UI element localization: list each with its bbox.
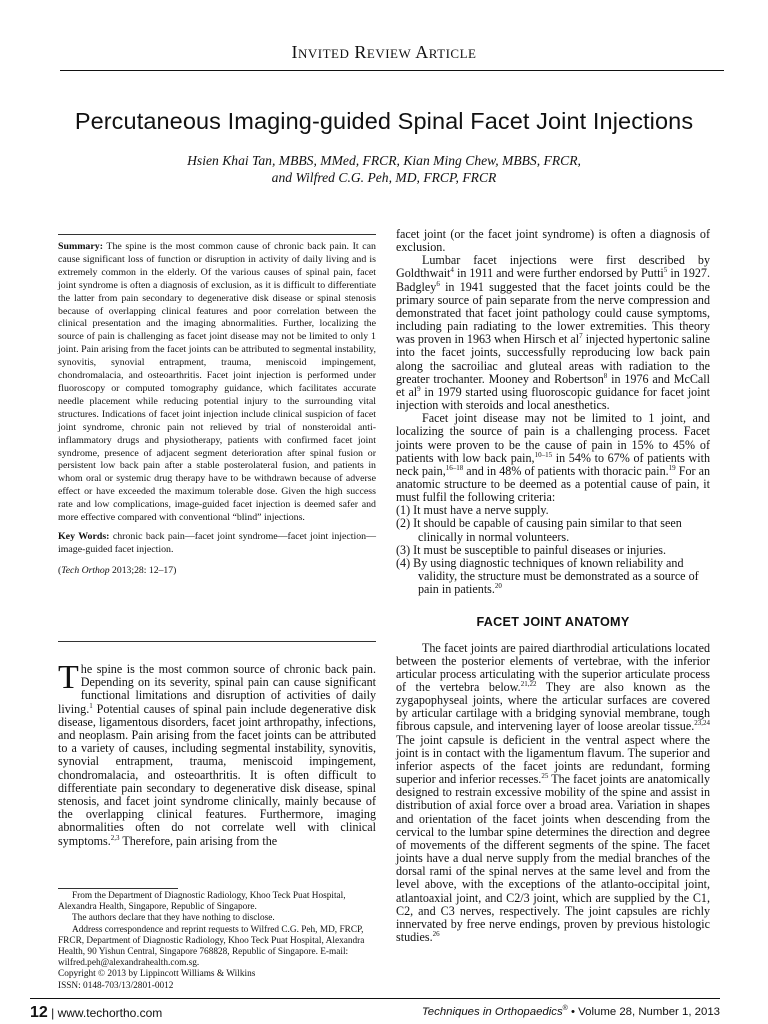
summary-label: Summary:	[58, 241, 103, 252]
ref-sup: 16–18	[445, 463, 464, 472]
ref-sup: 7	[579, 332, 583, 341]
text-run: in 1941 suggested that the facet joints could be the primary source of pain separate from the nerve compression and demonstrated that facet joint pathology could cause symptoms, including pain radiating to the lower extremities. This theory was proven in 1963 when Hirsch et al	[396, 279, 710, 347]
ref-sup: 26	[432, 929, 440, 938]
ref-sup: 20	[494, 582, 502, 591]
text-run: in 1979 started using fluoroscopic guidance for facet joint injection with steroids and local anesthetics.	[396, 384, 710, 413]
footnote-rule	[58, 888, 178, 889]
text-run: The facet joints are paired diarthrodial articulations located between the posterior elements of vertebrae, with the inferior articular process articulating with the superior articulate process of the vertebra below.	[396, 640, 710, 694]
intro-text-a: he spine is the most common source of chronic back pain. Depending on its severity, spinal pain can cause significant functional limitations and disruption of activities of daily living.	[58, 662, 376, 716]
footnote-issn: ISSN: 0148-703/13/2801-0012	[58, 980, 174, 991]
text-run: in 1911 and were further endorsed by Putti	[453, 266, 664, 281]
criteria-item: (3) It must be susceptible to painful diseases or injuries.	[396, 542, 667, 557]
keywords-text: chronic back pain—facet joint syndrome—facet joint injection—image-guided facet injection.	[58, 530, 376, 555]
section-heading: FACET JOINT ANATOMY	[476, 615, 630, 630]
text-run: Facet joint disease may not be limited to 1 joint, and localizing the source of pain is a challenging process. Facet joints were proven to be the cause of pain in 15% to 45% of patients with low back pain,	[396, 411, 710, 465]
page-footer-right	[422, 1006, 720, 1018]
ref-sup: 23,24	[694, 719, 710, 728]
paragraph-exclusion: facet joint (or the facet joint syndrome) is often a diagnosis of exclusion.	[396, 227, 710, 255]
footnote-copyright: Copyright © 2013 by Lippincott Williams & Wilkins	[58, 969, 256, 980]
footnote-disclosure: The authors declare that they have nothing to disclose.	[72, 913, 275, 924]
text-run: They are also known as the zygapophyseal joints, where the articular surfaces are covered by articular cartilage with a bridging synovial membrane, tough fibrous capsule, and intervening layer of loose areolar tissue.	[396, 680, 710, 734]
ref-sup: 6	[436, 279, 440, 288]
ref-sup: 4	[450, 266, 454, 275]
page-number: 12	[30, 1004, 48, 1021]
ref-sup: 25	[541, 772, 549, 781]
text-run: in 1976 and McCall et al	[396, 371, 710, 399]
text-run: and in 48% of patients with thoracic pain.	[463, 463, 669, 478]
footnote-affiliation: From the Department of Diagnostic Radiology, Khoo Teck Puat Hospital, Alexandra Health, Singapore, Republic of Singapore.	[58, 891, 346, 913]
citation-prefix: (	[58, 564, 62, 576]
page-footer-left	[30, 1004, 162, 1022]
text-run: injected hypertonic saline into the facet joints, successfully reproducing low back pain along the sacroiliac and gluteal areas with radiation to the greater trochanter. Mooney and Robertson	[396, 332, 710, 386]
section-label: Invited Review Article	[291, 42, 477, 62]
footer-separator: |	[47, 1006, 58, 1020]
authors-line-2: and Wilfred C.G. Peh, MD, FRCP, FRCR	[271, 170, 497, 185]
abstract	[58, 241, 376, 578]
abstract-summary	[58, 241, 376, 525]
text-run: in 54% to 67% of patients with neck pain,	[396, 450, 710, 478]
criteria-item: (2) It should be capable of causing pain similar to that seen clinically in normal volunteers.	[396, 516, 682, 544]
journal-name: Techniques in Orthopaedics	[421, 1006, 563, 1018]
ref-sup: 1	[89, 701, 93, 710]
summary-text: The spine is the most common cause of chronic back pain. It can cause significant loss of function or disruption in activity of daily living and is extremely common in the elderly. Of the various causes of spinal pain, facet joint syndrome is often a diagnosis of exclusion, as it is difficult to differentiate the latter from pain secondary to degenerative disk disease or spinal stenosis because of overlapping clinical features and poor correlation between the clinical presentation and the imaging abnormalities. Further, localizing the source of pain is challenging as facet joint disease may not be limited to only 1 joint. Pain arising from the facet joints can be attributed to segmental instability, synovitis, synovial entrapment, trauma, meniscoid impingement, chondromalacia, and osteoarthritis. Facet joint injection is performed under fluoroscopy or computed tomography guidance, which facilitates accurate needle placement while reducing potential injury to the surrounding vital structures. Indications of facet joint injection include clinical suspicion of facet joint syndrome, chronic pain not relieved by trial of nonsteroidal anti-inflammatory drugs and physiotherapy, patients with confirmed facet joint syndrome, presence of adjacent segment deterioration after spinal fusion or persistent low back pain after a stable posterolateral fusion, and patients in whom oral or systemic drug therapy have to be withdrawn because of adverse effect or have exceeded the maximum tolerable dose. Given the high success rate and low complications, image-guided facet injection is deemed safer and more effective compared with conventional “blind” injections.	[58, 241, 376, 524]
text-run: (4) By using diagnostic techniques of known reliability and validity, the structure must be demonstrated as a source of pain in patients.	[396, 555, 699, 597]
abstract-citation	[58, 565, 376, 578]
intro-text-c: Therefore, pain arising from the	[119, 833, 278, 848]
drop-cap: T	[58, 659, 79, 696]
intro-paragraph	[58, 659, 376, 848]
right-column	[396, 228, 710, 944]
website-link[interactable]: www.techortho.com	[57, 1006, 163, 1020]
header-rule	[60, 70, 724, 71]
abstract-keywords	[58, 531, 376, 557]
criteria-item: (1) It must have a nerve supply.	[396, 503, 549, 518]
keywords-label: Key Words:	[58, 530, 110, 542]
text-run: The facet joints are anatomically designed to restrain excessive mobility of the spine and assist in distribution of axial force over a broad area. Variation in shapes and orientation of the facet joints when descending from the cervical to the lumbar spine determines the direction and degree of movements of the different segments of the spine. The facet joints have a dual nerve supply from the medial branches of the dorsal rami of the spinal nerves at the same level and from the level above, with the exceptions of the atlanto-occipital joint, atlantoaxial joint, and C2/3 joint, which are supplied by the C1, C2, and C3 nerves, respectively. The joint capsules are richly innervated by free nerve endings, proven by previous histologic studies.	[396, 772, 710, 944]
ref-sup: 21,22	[520, 679, 537, 688]
criteria-item	[396, 557, 710, 596]
ref-sup: 10–15	[534, 450, 553, 459]
text-run: Lumbar facet injections were first described by Goldthwait	[396, 253, 710, 281]
citation-rest: 2013;28: 12–17)	[109, 564, 177, 576]
text-run: The joint capsule is deficient in the ventral aspect where the joint is in contact with the ligamentum flavum. The superior and inferior aspects of the facet joints are redundant, forming superior and inferior recesses.	[396, 732, 710, 787]
text-run: in 1927. Badgley	[396, 266, 710, 294]
paragraph-localization	[396, 412, 710, 504]
ref-sup: 9	[417, 384, 421, 393]
journal-issue: • Volume 28, Number 1, 2013	[567, 1006, 720, 1018]
paragraph-history	[396, 254, 710, 412]
criteria-list	[396, 504, 710, 596]
footnotes	[58, 891, 376, 992]
journal-registered-mark: ®	[562, 1005, 568, 1013]
intro-text-b: Potential causes of spinal pain include degenerative disk disease, ligamentous disorders, facet joint arthropathy, infections, and neoplasm. Pain arising from the facet joints can be attributed to a variety of causes, including segmental instability, synovitis, synovial entrapment, trauma, meniscoid impingement, chondromalacia, and osteoarthritis. It is often difficult to differentiate pain secondary to degenerative disk disease, spinal stenosis, and facet joint syndrome clinically, mainly because of the overlapping clinical features. Furthermore, imaging abnormalities often do not correlate well with clinical symptoms.	[58, 701, 376, 848]
ref-sup: 2,3	[110, 833, 120, 842]
footer-rule	[30, 998, 720, 999]
ref-sup: 19	[668, 463, 676, 472]
text-run: For an anatomic structure to be deemed as a potential cause of pain, it must fulfil the following criteria:	[396, 463, 710, 505]
ref-sup: 8	[603, 371, 608, 380]
footnote-correspondence: Address correspondence and reprint requests to Wilfred C.G. Peh, MD, FRCP, FRCR, Department of Diagnostic Radiology, Khoo Teck Puat Hospital, Alexandra Health, 90 Yishun Central, Singapore 768828, Republic of Singapore. E-mail: wilfred.peh@alexandrahealth.com.sg.	[58, 924, 365, 969]
ref-sup: 5	[663, 266, 668, 275]
paragraph-anatomy	[396, 642, 710, 945]
authors-line-1: Hsien Khai Tan, MBBS, MMed, FRCR, Kian Ming Chew, MBBS, FRCR,	[187, 153, 581, 168]
article-title: Percutaneous Imaging-guided Spinal Facet Joint Injections	[74, 108, 694, 134]
citation-journal: Tech Orthop	[61, 564, 110, 576]
author-list	[0, 152, 768, 186]
intro-text	[58, 659, 376, 848]
